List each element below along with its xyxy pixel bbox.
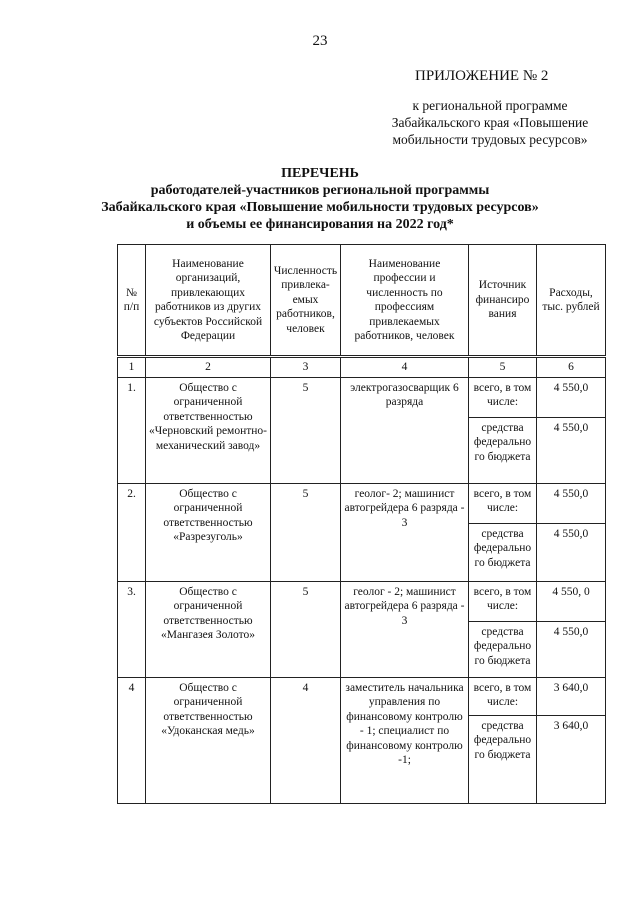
expense-federal: 4 550,0 [537, 621, 606, 677]
header-funding-source: Источник финансиро вания [469, 245, 537, 357]
header-profession: Наименование профессии и численность по профессиям привлекаемых работников, человек [341, 245, 469, 357]
expense-total: 4 550,0 [537, 377, 606, 417]
table-row [118, 677, 606, 715]
list-title-line: Забайкальского края «Повышение мобильности трудовых ресурсов» [101, 200, 539, 215]
funding-source-total: всего, в том числе: [469, 581, 537, 621]
funding-source-federal: средства федерально го бюджета [469, 417, 537, 483]
funding-source-federal: средства федерально го бюджета [469, 523, 537, 581]
column-number: 4 [341, 357, 469, 378]
expense-total: 4 550, 0 [537, 581, 606, 621]
list-title [0, 165, 640, 233]
organization-name: Общество с ограниченной ответственностью «Удоканская медь» [146, 677, 271, 803]
row-number: 4 [118, 677, 146, 803]
worker-count: 5 [271, 483, 341, 581]
funding-source-total: всего, в том числе: [469, 677, 537, 715]
funding-source-total: всего, в том числе: [469, 483, 537, 523]
table-row [118, 377, 606, 417]
table-row [118, 483, 606, 523]
list-title-line: и объемы ее финансирования на 2022 год* [186, 217, 454, 232]
organization-name: Общество с ограниченной ответственностью «Черновский ремонтно-механический завод» [146, 377, 271, 483]
funding-source-federal: средства федерально го бюджета [469, 715, 537, 803]
column-number: 1 [118, 357, 146, 378]
worker-count: 4 [271, 677, 341, 803]
profession: геолог - 2; машинист автогрейдера 6 разряда - 3 [341, 581, 469, 677]
profession: электрогазосварщик 6 разряда [341, 377, 469, 483]
column-number: 3 [271, 357, 341, 378]
funding-source-total: всего, в том числе: [469, 377, 537, 417]
list-title-heading: ПЕРЕЧЕНЬ [281, 166, 359, 181]
profession: геолог- 2; машинист автогрейдера 6 разряда - 3 [341, 483, 469, 581]
column-number: 6 [537, 357, 606, 378]
organization-name: Общество с ограниченной ответственностью «Мангазея Золото» [146, 581, 271, 677]
organization-name: Общество с ограниченной ответственностью «Разрезуголь» [146, 483, 271, 581]
worker-count: 5 [271, 581, 341, 677]
page-number: 23 [312, 33, 328, 49]
appendix-ref-line: Забайкальского края «Повышение [391, 115, 589, 130]
appendix-ref-line: мобильности трудовых ресурсов» [392, 132, 588, 147]
expense-total: 4 550,0 [537, 483, 606, 523]
table-header-row [118, 245, 606, 357]
header-organization: Наименование организаций, привлекающих работников из других субъектов Российской Федерации [146, 245, 271, 357]
row-number: 3. [118, 581, 146, 677]
worker-count: 5 [271, 377, 341, 483]
expense-federal: 4 550,0 [537, 417, 606, 483]
expense-federal: 3 640,0 [537, 715, 606, 803]
profession: заместитель начальника управления по финансовому контролю - 1; специалист по финансовому контролю -1; [341, 677, 469, 803]
employers-table [117, 244, 606, 804]
header-num: № п/п [118, 245, 146, 357]
row-number: 2. [118, 483, 146, 581]
expense-total: 3 640,0 [537, 677, 606, 715]
column-number: 2 [146, 357, 271, 378]
column-number-row [118, 357, 606, 378]
header-expenses: Расходы, тыс. рублей [537, 245, 606, 357]
appendix-title: ПРИЛОЖЕНИЕ № 2 [415, 68, 549, 84]
list-title-line: работодателей-участников региональной программы [150, 183, 490, 198]
column-number: 5 [469, 357, 537, 378]
expense-federal: 4 550,0 [537, 523, 606, 581]
header-worker-count: Численность привлека-емых работников, человек [271, 245, 341, 357]
row-number: 1. [118, 377, 146, 483]
appendix-reference [360, 97, 620, 148]
appendix-ref-line: к региональной программе [412, 98, 568, 113]
table-row [118, 581, 606, 621]
funding-source-federal: средства федерально го бюджета [469, 621, 537, 677]
